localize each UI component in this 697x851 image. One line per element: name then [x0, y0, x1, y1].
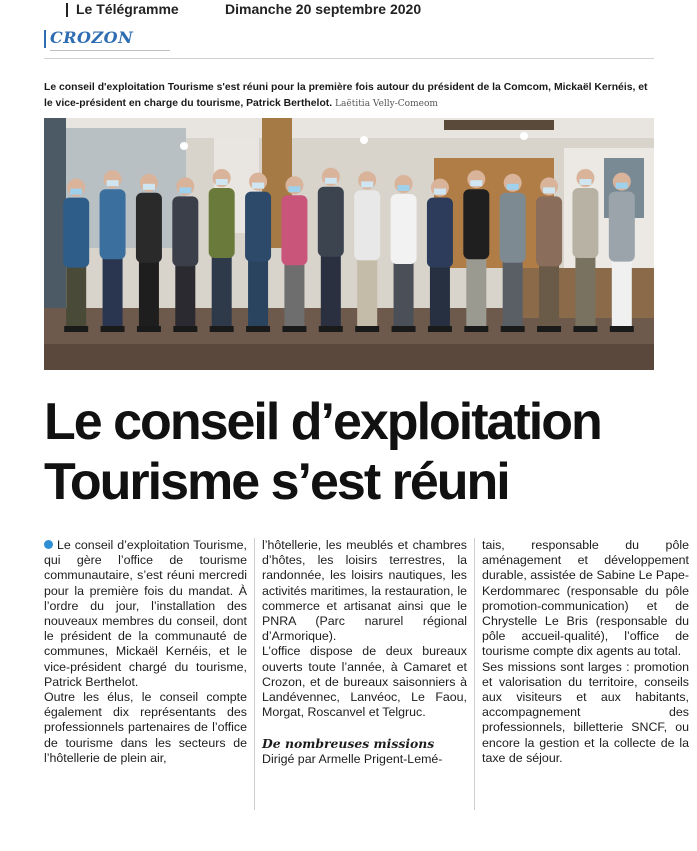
article-paragraph — [44, 538, 247, 690]
article-paragraph: L’office dispose de deux bureaux ouverts toute l’année, à Camaret et Crozon, et de bureaux saisonniers à Landévennec, Lanvéoc, Le Faou, Morgat, Roscanvel et Telgruc. — [262, 644, 467, 720]
page-header — [0, 0, 697, 22]
article-subheading: De nombreuses missions — [262, 736, 435, 752]
newspaper-name: Le Télégramme — [76, 1, 179, 17]
person-figure — [100, 170, 126, 332]
article-paragraph: Dirigé par Armelle Prigent-Lemé- — [262, 751, 443, 766]
headline-line-2: Tourisme s’est réuni — [44, 453, 509, 511]
person-figure — [427, 179, 453, 332]
article-column-1 — [44, 538, 247, 766]
group-photo — [44, 118, 654, 370]
person-figure — [572, 169, 598, 332]
person-figure — [536, 177, 562, 332]
article-paragraph: Outre les élus, le conseil compte également dix représentants des professionnels partenaires de l’office de tourisme dans les secteurs de l’hôtellerie de plein air, — [44, 690, 247, 765]
section-tag — [44, 28, 164, 52]
person-figure — [245, 173, 271, 332]
article-paragraph: tais, responsable du pôle aménagement et développement durable, assistée de Sabine Le Pape-Kerdommarec (responsable du pôle promotion-communication) et de Chrystelle Le Bris (responsable du pôle accueil-qualité), l’office de tourisme compte dix agents au total. — [482, 538, 689, 659]
article-column-3 — [482, 538, 689, 766]
caption-text: Le conseil d'exploitation Tourisme s'est réuni pour la première fois autour du président de la Comcom, Mickaël Kernéis, et le vice-président en charge du tourisme, Patrick Berthelot. — [44, 82, 648, 109]
section-underline — [50, 50, 170, 51]
person-figure — [318, 168, 344, 332]
person-figure — [500, 174, 526, 332]
header-rule — [44, 58, 654, 59]
header-separator — [66, 3, 68, 17]
article-paragraph: Ses missions sont larges : promotion et valorisation du territoire, conseils aux visiteurs et aux habitants, accompagnement des professionnels, billetterie SNCF, ou encore la gestion et la collecte de la taxe de séjour. — [482, 659, 689, 765]
person-figure — [609, 173, 635, 332]
headline-line-1: Le conseil d’exploitation — [44, 393, 601, 451]
person-figure — [391, 175, 417, 332]
person-figure — [172, 177, 198, 332]
paragraph-text: Le conseil d’exploitation Tourisme, qui gère l’office de tourisme communautaire, s’est réuni mercredi pour la première fois du mandat. À l’ordre du jour, l’installation des nouveaux membres du conseil, dont le président de la communauté de communes, Mickaël Kernéis, et le vice-président chargé du tourisme, Patrick Berthelot. — [44, 538, 247, 689]
article-headline — [44, 392, 664, 512]
person-figure — [281, 176, 307, 332]
article-column-2 — [262, 538, 467, 767]
column-divider — [474, 538, 475, 810]
article-paragraph: l’hôtellerie, les meublés et chambres d’hôtes, les loisirs terrestres, la randonnée, les loisirs nautiques, les activités maritimes, la restauration, le commerce et artisanat ainsi que le PNRA (Parc narurel régional d’Armorique). — [262, 538, 467, 644]
publication-date: Dimanche 20 septembre 2020 — [225, 1, 422, 17]
bullet-dot-icon — [44, 540, 53, 549]
person-figure — [63, 179, 89, 332]
photo-caption — [44, 80, 654, 112]
person-figure — [354, 171, 380, 332]
person-figure — [136, 174, 162, 332]
group-photo-image — [44, 118, 654, 370]
photo-credit: Laëtitia Velly-Comeom — [335, 99, 438, 109]
person-figure — [209, 169, 235, 332]
column-divider — [254, 538, 255, 810]
section-bar — [44, 30, 46, 48]
person-figure — [463, 170, 489, 332]
section-label: CROZON — [50, 28, 134, 47]
